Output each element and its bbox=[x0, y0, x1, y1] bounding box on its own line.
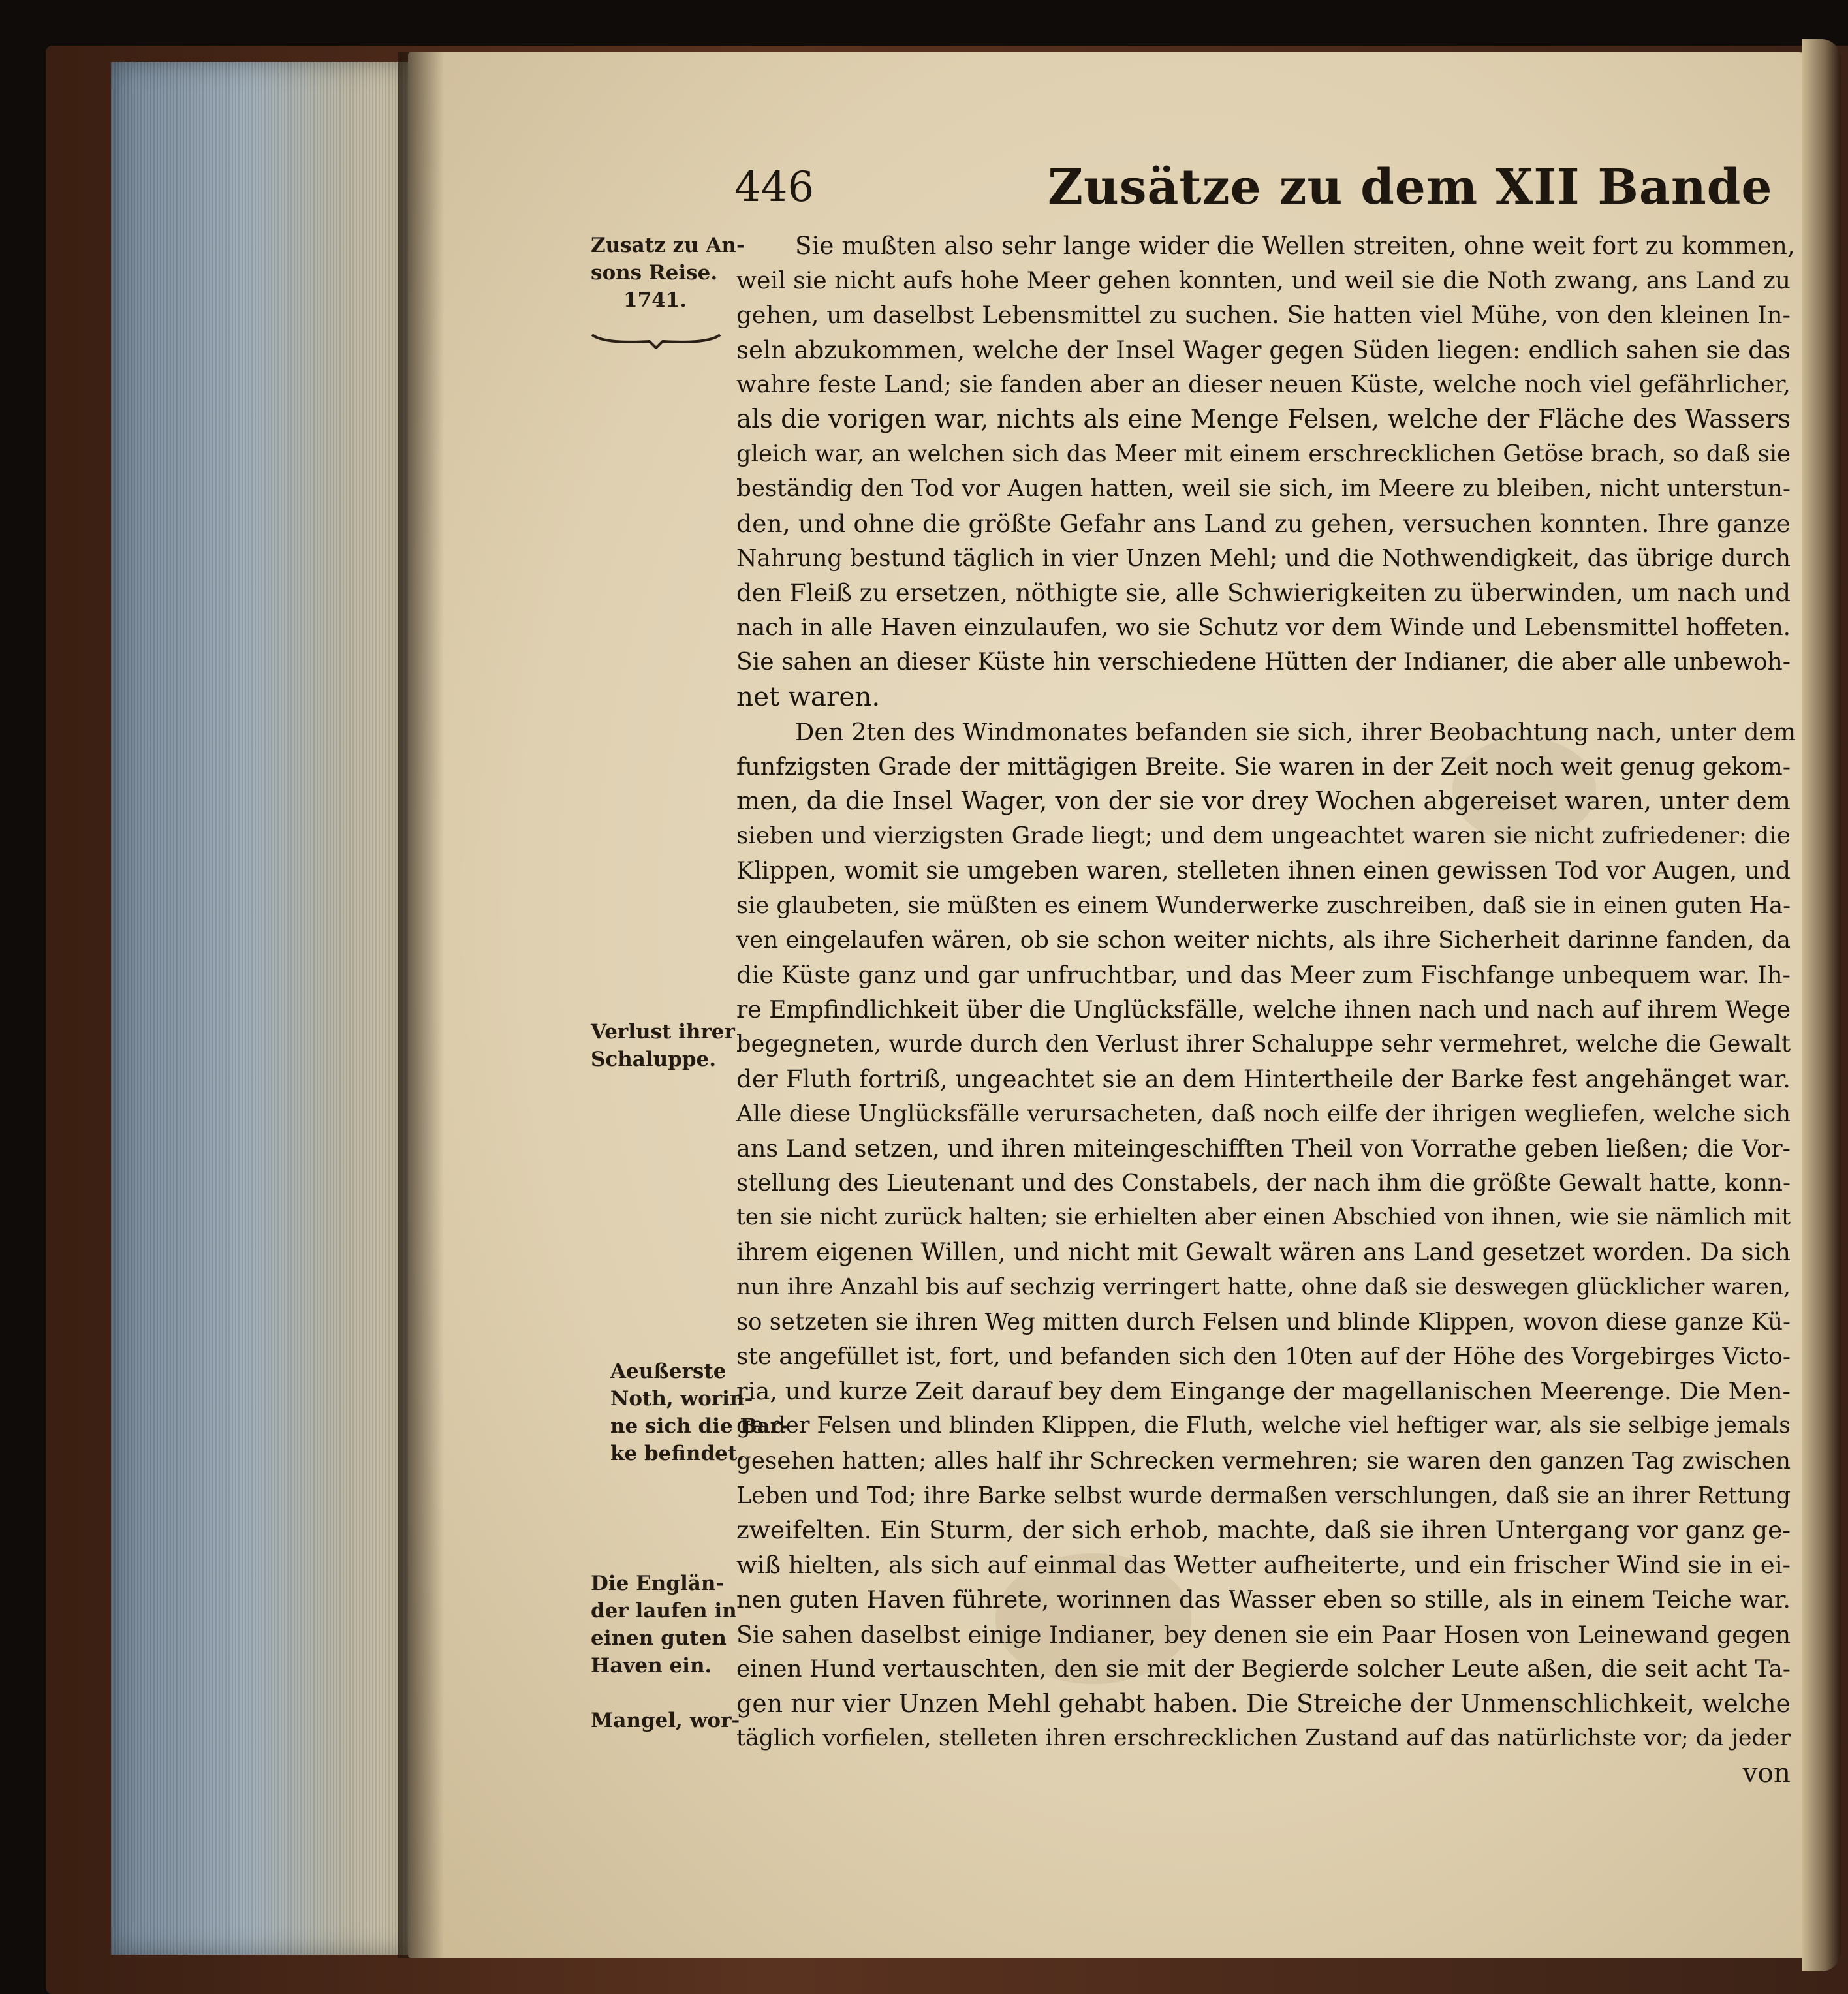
text-line: gleich war, an welchen sich das Meer mit einem erschrecklichen Getöse brach, so daß sie bbox=[736, 441, 1791, 468]
text-line: ven eingelaufen wären, ob sie schon weiter nichts, als ihre Sicherheit darinne fanden, da bbox=[736, 926, 1791, 954]
margin-note-line: sons Reise. bbox=[591, 261, 718, 285]
margin-note-line: Aeußerste bbox=[610, 1360, 727, 1383]
body-text bbox=[736, 228, 1796, 1790]
text-line: täglich vorfielen, stelleten ihren erschrecklichen Zustand auf das natürlichste vor; da jeder bbox=[736, 1725, 1791, 1752]
page-number: 446 bbox=[734, 163, 815, 211]
margin-note-line: Zusatz zu An- bbox=[591, 234, 745, 257]
text-line: Nahrung bestund täglich in vier Unzen Mehl; und die Nothwendigkeit, das übrige durch bbox=[736, 544, 1791, 572]
text-line: die Küste ganz und gar unfruchtbar, und das Meer zum Fischfange unbequem war. Ih- bbox=[736, 960, 1791, 989]
text-line: stellung des Lieutenant und des Constabels, der nach ihm die größte Gewalt hatte, konn- bbox=[736, 1170, 1791, 1197]
margin-note-line: ke befindet. bbox=[610, 1442, 744, 1465]
text-line: Den 2ten des Windmonates befanden sie sich, ihrer Beobachtung nach, unter dem bbox=[795, 717, 1796, 746]
text-line: wahre feste Land; sie fanden aber an dieser neuen Küste, welche noch viel gefährlicher, bbox=[736, 371, 1791, 398]
margin-note bbox=[591, 1358, 789, 1467]
margin-note bbox=[591, 1018, 735, 1073]
text-line: weil sie nicht aufs hohe Meer gehen konnten, und weil sie die Noth zwang, ans Land zu bbox=[736, 266, 1791, 295]
text-line: der Fluth fortriß, ungeachtet sie an dem Hintertheile der Barke fest angehänget war. bbox=[736, 1064, 1791, 1093]
text-line: einen Hund vertauschten, den sie mit der Begierde solcher Leute aßen, die seit acht Ta- bbox=[736, 1655, 1791, 1683]
margin-note-line: Die Englän- bbox=[591, 1572, 725, 1595]
text-line: den, und ohne die größte Gefahr ans Land zu gehen, versuchen konnten. Ihre ganze bbox=[736, 508, 1791, 538]
text-line: funfzigsten Grade der mittägigen Breite. Sie waren in der Zeit noch weit genug gekom- bbox=[736, 752, 1791, 781]
text-line: so setzeten sie ihren Weg mitten durch Felsen und blinde Klippen, wovon diese ganze Kü- bbox=[736, 1308, 1791, 1335]
text-line: net waren. bbox=[736, 681, 881, 713]
page-curl-edge bbox=[1802, 39, 1841, 1971]
text-line: als die vorigen war, nichts als eine Menge Felsen, welche der Fläche des Wassers bbox=[736, 404, 1791, 434]
margin-note bbox=[591, 1707, 740, 1734]
margin-note-line: Haven ein. bbox=[591, 1654, 712, 1677]
running-title: Zusätze zu dem XII Bande bbox=[1048, 159, 1773, 215]
text-line: ria, und kurze Zeit darauf bey dem Eingange der magellanischen Meerenge. Die Men- bbox=[736, 1377, 1791, 1406]
text-line: Alle diese Unglücksfälle verursacheten, daß noch eilfe der ihrigen wegliefen, welche sich bbox=[736, 1100, 1791, 1127]
text-line: Sie sahen an dieser Küste hin verschiedene Hütten der Indianer, die aber alle unbewoh- bbox=[736, 648, 1791, 676]
margin-note-line: ne sich die Bar- bbox=[610, 1414, 789, 1438]
text-line: gehen, um daselbst Lebensmittel zu suchen. Sie hatten viel Mühe, von den kleinen In- bbox=[736, 301, 1791, 330]
text-line: re Empfindlichkeit über die Unglücksfälle, welche ihnen nach und nach auf ihrem Wege bbox=[736, 995, 1791, 1024]
text-line: nen guten Haven führete, worinnen das Wasser eben so stille, als in einem Teiche war. bbox=[736, 1585, 1791, 1614]
text-line: ten sie nicht zurück halten; sie erhielten aber einen Abschied von ihnen, wie sie nämlich mit bbox=[736, 1204, 1791, 1231]
flourish-ornament bbox=[591, 330, 721, 349]
page-block-edge bbox=[111, 62, 408, 1955]
text-line: Sie mußten also sehr lange wider die Wellen streiten, ohne weit fort zu kommen, bbox=[795, 231, 1795, 260]
text-line: Leben und Tod; ihre Barke selbst wurde dermaßen verschlungen, daß sie an ihrer Rettung bbox=[736, 1482, 1791, 1509]
text-line: ste angefüllet ist, fort, und befanden sich den 10ten auf der Höhe des Vorgebirges Victo- bbox=[736, 1343, 1791, 1370]
text-line: sieben und vierzigsten Grade liegt; und dem ungeachtet waren sie nicht zufriedener: die bbox=[736, 822, 1791, 850]
text-line: ge der Felsen und blinden Klippen, die Fluth, welche viel heftiger war, als sie selbige jemals bbox=[736, 1412, 1791, 1439]
page-header bbox=[734, 150, 1773, 222]
text-line: zweifelten. Ein Sturm, der sich erhob, machte, daß sie ihren Untergang vor ganz ge- bbox=[736, 1515, 1791, 1544]
margin-note-line: Noth, worin- bbox=[610, 1387, 753, 1410]
text-line: nach in alle Haven einzulaufen, wo sie Schutz vor dem Winde und Lebensmittel hoffeten. bbox=[736, 614, 1791, 642]
text-line: Klippen, womit sie umgeben waren, stelleten ihnen einen gewissen Tod vor Augen, und bbox=[736, 856, 1791, 885]
margin-note bbox=[591, 232, 745, 314]
text-line: men, da die Insel Wager, von der sie vor drey Wochen abgereiset waren, unter dem bbox=[736, 787, 1791, 815]
catchword: von bbox=[1742, 1757, 1791, 1789]
margin-note-year: 1741. bbox=[623, 288, 687, 312]
text-line: gen nur vier Unzen Mehl gehabt haben. Die Streiche der Unmenschlichkeit, welche bbox=[736, 1689, 1791, 1718]
text-line: nun ihre Anzahl bis auf sechzig verringert hatte, ohne daß sie deswegen glücklicher waren, bbox=[736, 1273, 1791, 1300]
text-line: ans Land setzen, und ihren miteingeschifften Theil von Vorrathe geben ließen; die Vor- bbox=[736, 1134, 1791, 1162]
text-line: seln abzukommen, welche der Insel Wager gegen Süden liegen: endlich sahen sie das bbox=[736, 335, 1791, 364]
text-line: gesehen hatten; alles half ihr Schrecken vermehren; sie waren den ganzen Tag zwischen bbox=[736, 1447, 1791, 1474]
text-line: den Fleiß zu ersetzen, nöthigte sie, alle Schwierigkeiten zu überwinden, um nach und bbox=[736, 578, 1791, 607]
text-line: begegneten, wurde durch den Verlust ihrer Schaluppe sehr vermehret, welche die Gewalt bbox=[736, 1031, 1791, 1058]
margin-note-line: Schaluppe. bbox=[591, 1048, 717, 1071]
text-line: ihrem eigenen Willen, und nicht mit Gewalt wären ans Land gesetzet worden. Da sich bbox=[736, 1238, 1791, 1267]
gutter-shadow bbox=[398, 52, 444, 1958]
margin-note-line: Mangel, wor- bbox=[591, 1709, 740, 1732]
margin-note bbox=[591, 1570, 737, 1679]
text-line: Sie sahen daselbst einige Indianer, bey denen sie ein Paar Hosen von Leinewand gegen bbox=[736, 1620, 1791, 1649]
margin-note-line: der laufen in bbox=[591, 1599, 737, 1623]
text-line: wiß hielten, als sich auf einmal das Wetter aufheiterte, und ein frischer Wind sie in ei- bbox=[736, 1551, 1791, 1580]
text-line: beständig den Tod vor Augen hatten, weil sie sich, im Meere zu bleiben, nicht unterstun- bbox=[736, 475, 1791, 503]
text-line: sie glaubeten, sie müßten es einem Wunderwerke zuschreiben, daß sie in einen guten Ha- bbox=[736, 892, 1791, 919]
margin-note-line: einen guten bbox=[591, 1627, 727, 1650]
margin-note-line: Verlust ihrer bbox=[591, 1020, 735, 1044]
